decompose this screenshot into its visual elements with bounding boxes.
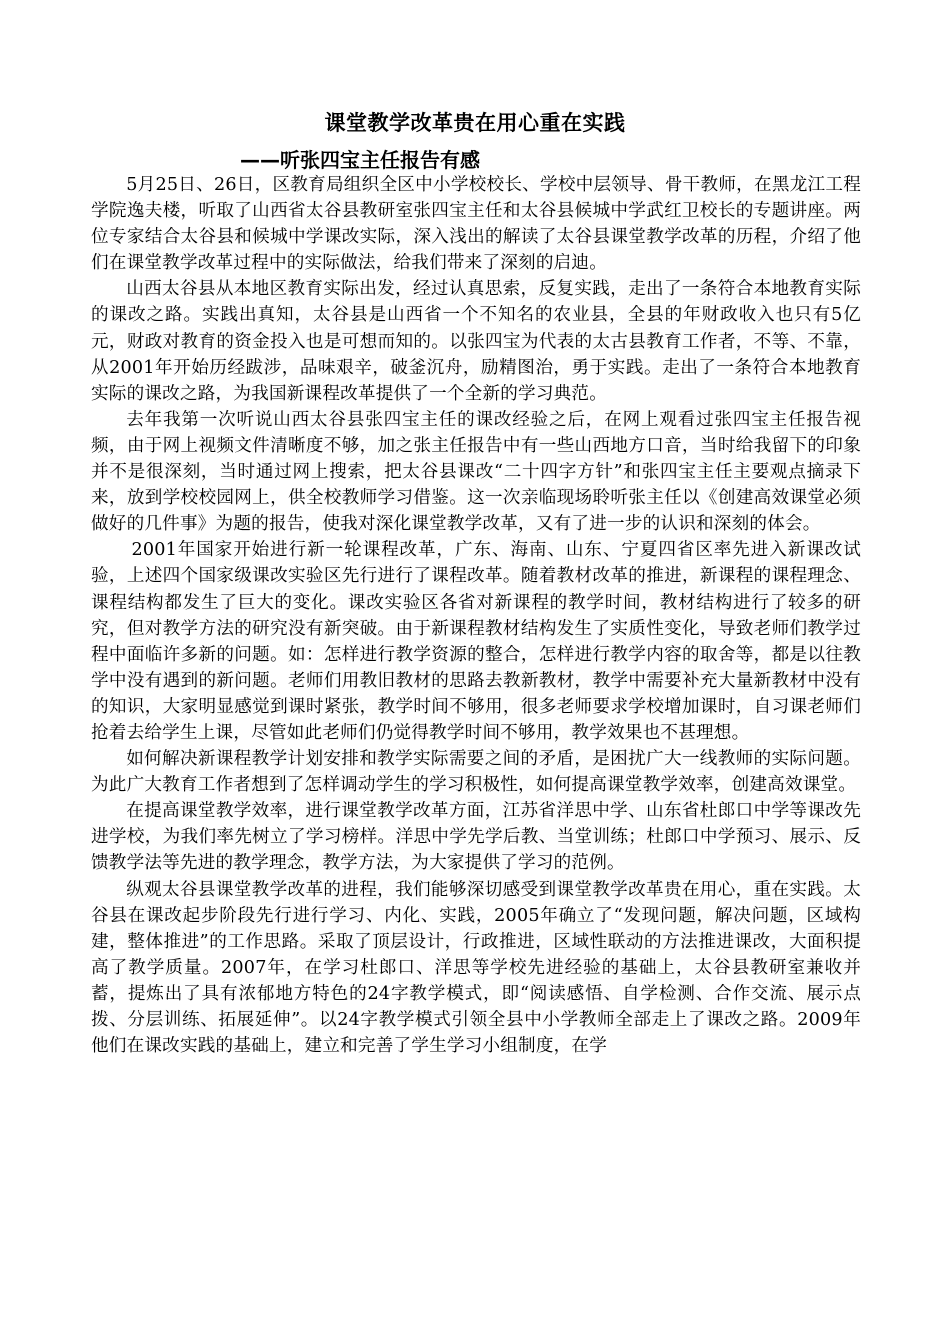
paragraph-1: 5月25日、26日，区教育局组织全区中小学校校长、学校中层领导、骨干教师，在黑龙江工程学院逸夫楼，听取了山西省太谷县教研室张四宝主任和太谷县候城中学武红卫校长的专题讲座。两位专家结合太谷县和候城中学课改实际，深入浅出的解读了太谷县课堂教学改革的历程，介绍了他们在课堂教学改革过程中的实际做法，给我们带来了深刻的启迪。	[91, 175, 861, 274]
paragraph-6: 在提高课堂教学效率，进行课堂教学改革方面，江苏省洋思中学、山东省杜郎口中学等课改先进学校，为我们率先树立了学习榜样。洋思中学先学后教、当堂训练；杜郎口中学预习、展示、反馈教学法等先进的教学理念，教学方法，为大家提供了学习的范例。	[91, 801, 861, 874]
paragraph-5: 如何解决新课程教学计划安排和教学实际需要之间的矛盾，是困扰广大一线教师的实际问题。为此广大教育工作者想到了怎样调动学生的学习积极性，如何提高课堂教学效率，创建高效课堂。	[91, 749, 861, 796]
document-subtitle: ——听张四宝主任报告有感	[240, 148, 480, 172]
document-body	[91, 172, 861, 1059]
document-title: 课堂教学改革贵在用心重在实践	[324, 111, 626, 135]
paragraph-3: 去年我第一次听说山西太谷县张四宝主任的课改经验之后，在网上观看过张四宝主任报告视频，由于网上视频文件清晰度不够，加之张主任报告中有一些山西地方口音，当时给我留下的印象并不是很深刻，当时通过网上搜索，把太谷县课改“二十四字方针”和张四宝主任主要观点摘录下来，放到学校校园网上，供全校教师学习借鉴。这一次亲临现场聆听张主任以《创建高效课堂必须做好的几件事》为题的报告，使我对深化课堂教学改革，又有了进一步的认识和深刻的体会。	[91, 409, 861, 535]
paragraph-4: 2001年国家开始进行新一轮课程改革，广东、海南、山东、宁夏四省区率先进入新课改试验，上述四个国家级课改实验区先行进行了课程改革。随着教材改革的推进，新课程的课程理念、课程结构都发生了巨大的变化。课改实验区各省对新课程的教学时间，教材结构进行了较多的研究，但对教学方法的研究没有新突破。由于新课程教材结构发生了实质性变化，导致老师们教学过程中面临许多新的问题。如：怎样进行教学资源的整合，怎样进行教学内容的取舍等，都是以往教学中没有遇到的新问题。老师们用教旧教材的思路去教新教材，教学中需要补充大量新教材中没有的知识，大家明显感觉到课时紧张，教学时间不够用，很多老师要求学校增加课时，自习课老师们抢着去给学生上课，尽管如此老师们仍觉得教学时间不够用，教学效果也不甚理想。	[91, 540, 861, 743]
paragraph-2: 山西太谷县从本地区教育实际出发，经过认真思索，反复实践，走出了一条符合本地教育实际的课改之路。实践出真知，太谷县是山西省一个不知名的农业县，全县的年财政收入也只有5亿元，财政对教育的资金投入也是可想而知的。以张四宝为代表的太古县教育工作者，不等、不靠，从2001年开始历经跋涉，品味艰辛，破釜沉舟，励精图治，勇于实践。走出了一条符合本地教育实际的课改之路，为我国新课程改革提供了一个全新的学习典范。	[91, 279, 861, 404]
paragraph-7: 纵观太谷县课堂教学改革的进程，我们能够深切感受到课堂教学改革贵在用心，重在实践。太谷县在课改起步阶段先行进行学习、内化、实践，2005年确立了“发现问题，解决问题，区域构建，整体推进”的工作思路。采取了顶层设计，行政推进，区域性联动的方法推进课改，大面积提高了教学质量。2007年，在学习杜郎口、洋思等学校先进经验的基础上，太谷县教研室兼收并蓄，提炼出了具有浓郁地方特色的24字教学模式，即“阅读感悟、自学检测、合作交流、展示点拨、分层训练、拓展延伸”。以24字教学模式引领全县中小学教师全部走上了课改之路。2009年他们在课改实践的基础上，建立和完善了学生学习小组制度，在学	[91, 879, 861, 1057]
